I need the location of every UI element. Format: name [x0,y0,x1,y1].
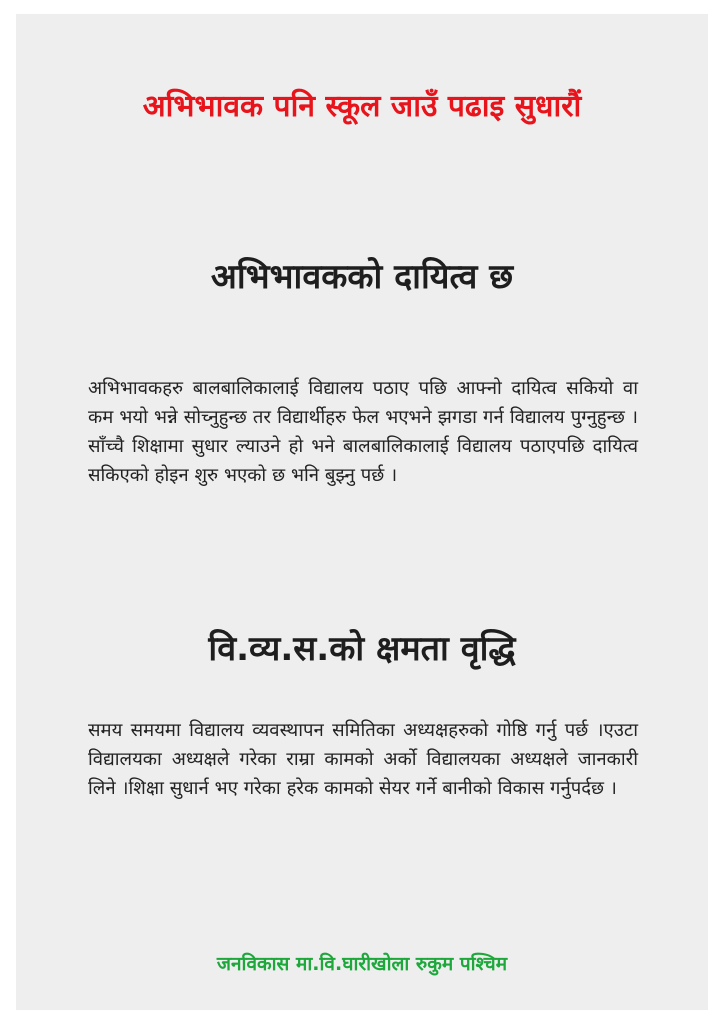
section-body-parent-responsibility: अभिभावकहरु बालबालिकालाई विद्यालय पठाए पछि आफ्नो दायित्व सकियो वा कम भयो भन्ने सोच्नुहुन्छ तर विद्यार्थीहरु फेल भएभने झगडा गर्न विद्यालय पुग्नुहुन्छ ।साँच्चै शिक्षामा सुधार ल्याउने हो भने बालबालिकालाई विद्यालय पठाएपछि दायित्व सकिएको होइन शुरु भएको छ भनि बुझ्नु पर्छ । [88,378,638,486]
section-body-smc-capacity: समय समयमा विद्यालय व्यवस्थापन समितिका अध्यक्षहरुको गोष्ठि गर्नु पर्छ ।एउटा विद्यालयका अध्यक्षले गरेका राम्रा कामको अर्को विद्यालयका अध्यक्षले जानकारी लिने ।शिक्षा सुधार्न भए गरेका हरेक कामको सेयर गर्ने बानीको विकास गर्नुपर्दछ । [88,720,638,799]
section-heading-smc-capacity: वि.व्य.स.को क्षमता वृद्धि [208,629,516,669]
footer-school-name: जनविकास मा.वि.घारीखोला रुकुम पश्चिम [216,953,508,975]
banner-slogan: अभिभावक पनि स्कूल जाउँ पढाइ सुधारौं [142,89,582,124]
section-heading-parent-responsibility: अभिभावकको दायित्व छ [210,257,514,297]
page-sheet [16,14,708,1010]
